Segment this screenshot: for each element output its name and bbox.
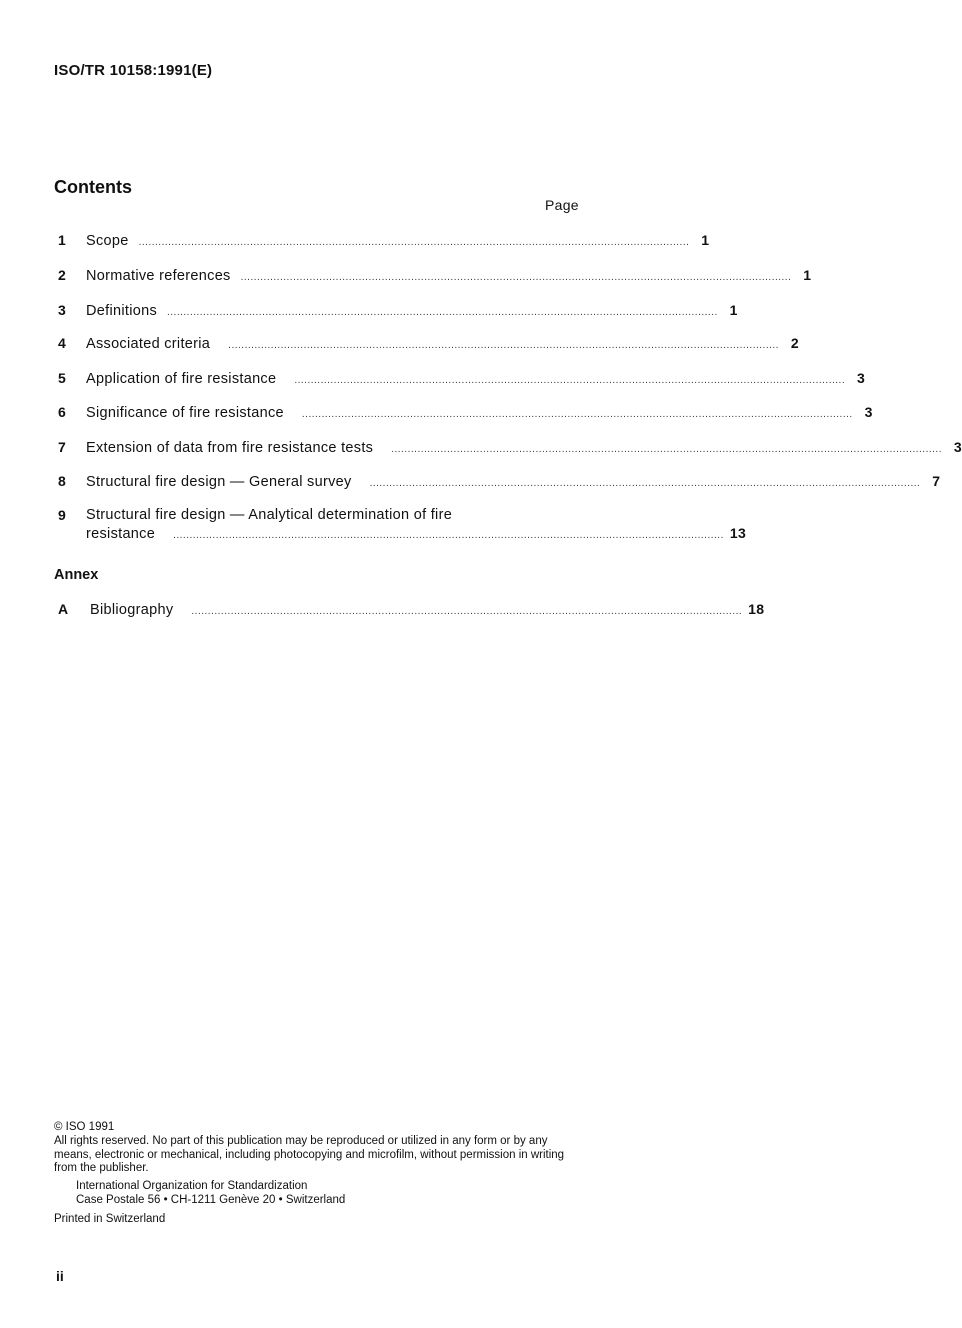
toc-title: Associated criteria [86,336,211,352]
printed-in: Printed in Switzerland [54,1212,166,1225]
toc-page-number: 13 [729,525,747,541]
contents-title: Contents [54,177,132,197]
copyright-line: © ISO 1991 [54,1121,115,1133]
toc-number: 5 [58,370,67,386]
toc-number: 4 [58,335,67,351]
toc-page-number: 1 [701,232,710,248]
toc-number: 2 [58,267,67,283]
toc-number: 9 [58,507,67,523]
annex-heading: Annex [54,567,99,583]
toc-page-number: 3 [864,404,873,420]
toc-page-number: 7 [932,473,941,489]
toc-annex-letter: A [58,601,69,617]
toc-title: Definitions [86,303,157,319]
toc-entry-9[interactable] [54,507,747,543]
toc-leader-dots: ........................................................................................................................................................................ [228,340,779,351]
toc-title: Bibliography [90,602,174,618]
organization-name: International Organization for Standardization [76,1180,308,1193]
toc-title: Scope [86,233,129,249]
toc-title: Normative references [86,268,231,284]
copyright-notice [54,1121,584,1227]
toc-title: Significance of fire resistance [86,405,284,421]
toc-number: 8 [58,473,67,489]
toc-leader-dots: ........................................................................................................................................................................ [167,307,718,318]
toc-number: 3 [58,302,67,318]
toc-leader-dots: ........................................................................................................................................................................ [138,237,690,248]
rights-statement: All rights reserved. No part of this publication may be reproduced or utilized in any form or by any means, electronic or mechanical, including photocopying and microfilm, without permission in writing from the publisher. [54,1134,565,1175]
toc-title-line-1: Structural fire design — Analytical determination of fire [86,507,453,523]
toc-page-number: 2 [790,335,799,351]
toc-leader-dots: ........................................................................................................................................................................ [173,530,724,541]
toc-page-number: 1 [803,267,812,283]
page-number: ii [56,1268,64,1284]
toc-leader-dots: ........................................................................................................................................................................ [191,606,743,617]
toc-leader-dots: ........................................................................................................................................................................ [369,478,921,489]
page-column-label: Page [545,197,579,213]
toc-page-number: 1 [729,302,738,318]
toc-number: 1 [58,232,67,248]
toc-number: 7 [58,439,67,455]
toc-title: Structural fire design — General survey [86,474,352,490]
toc-leader-dots: ........................................................................................................................................................................ [240,272,792,283]
toc-title: Extension of data from fire resistance tests [86,440,374,456]
document-id: ISO/TR 10158:1991(E) [54,62,213,79]
organization-address: Case Postale 56 • CH-1211 Genève 20 • Switzerland [76,1193,346,1206]
toc-number: 6 [58,404,67,420]
toc-page-number: 3 [953,439,962,455]
toc-title: Application of fire resistance [86,371,277,387]
toc-leader-dots: ........................................................................................................................................................................ [301,409,853,420]
toc-leader-dots: ........................................................................................................................................................................ [294,375,846,386]
toc-page-number: 3 [857,370,866,386]
toc-page-number: 18 [748,601,765,617]
toc-leader-dots: ........................................................................................................................................................................ [391,444,942,455]
toc-title-line-2: resistance [86,526,156,542]
